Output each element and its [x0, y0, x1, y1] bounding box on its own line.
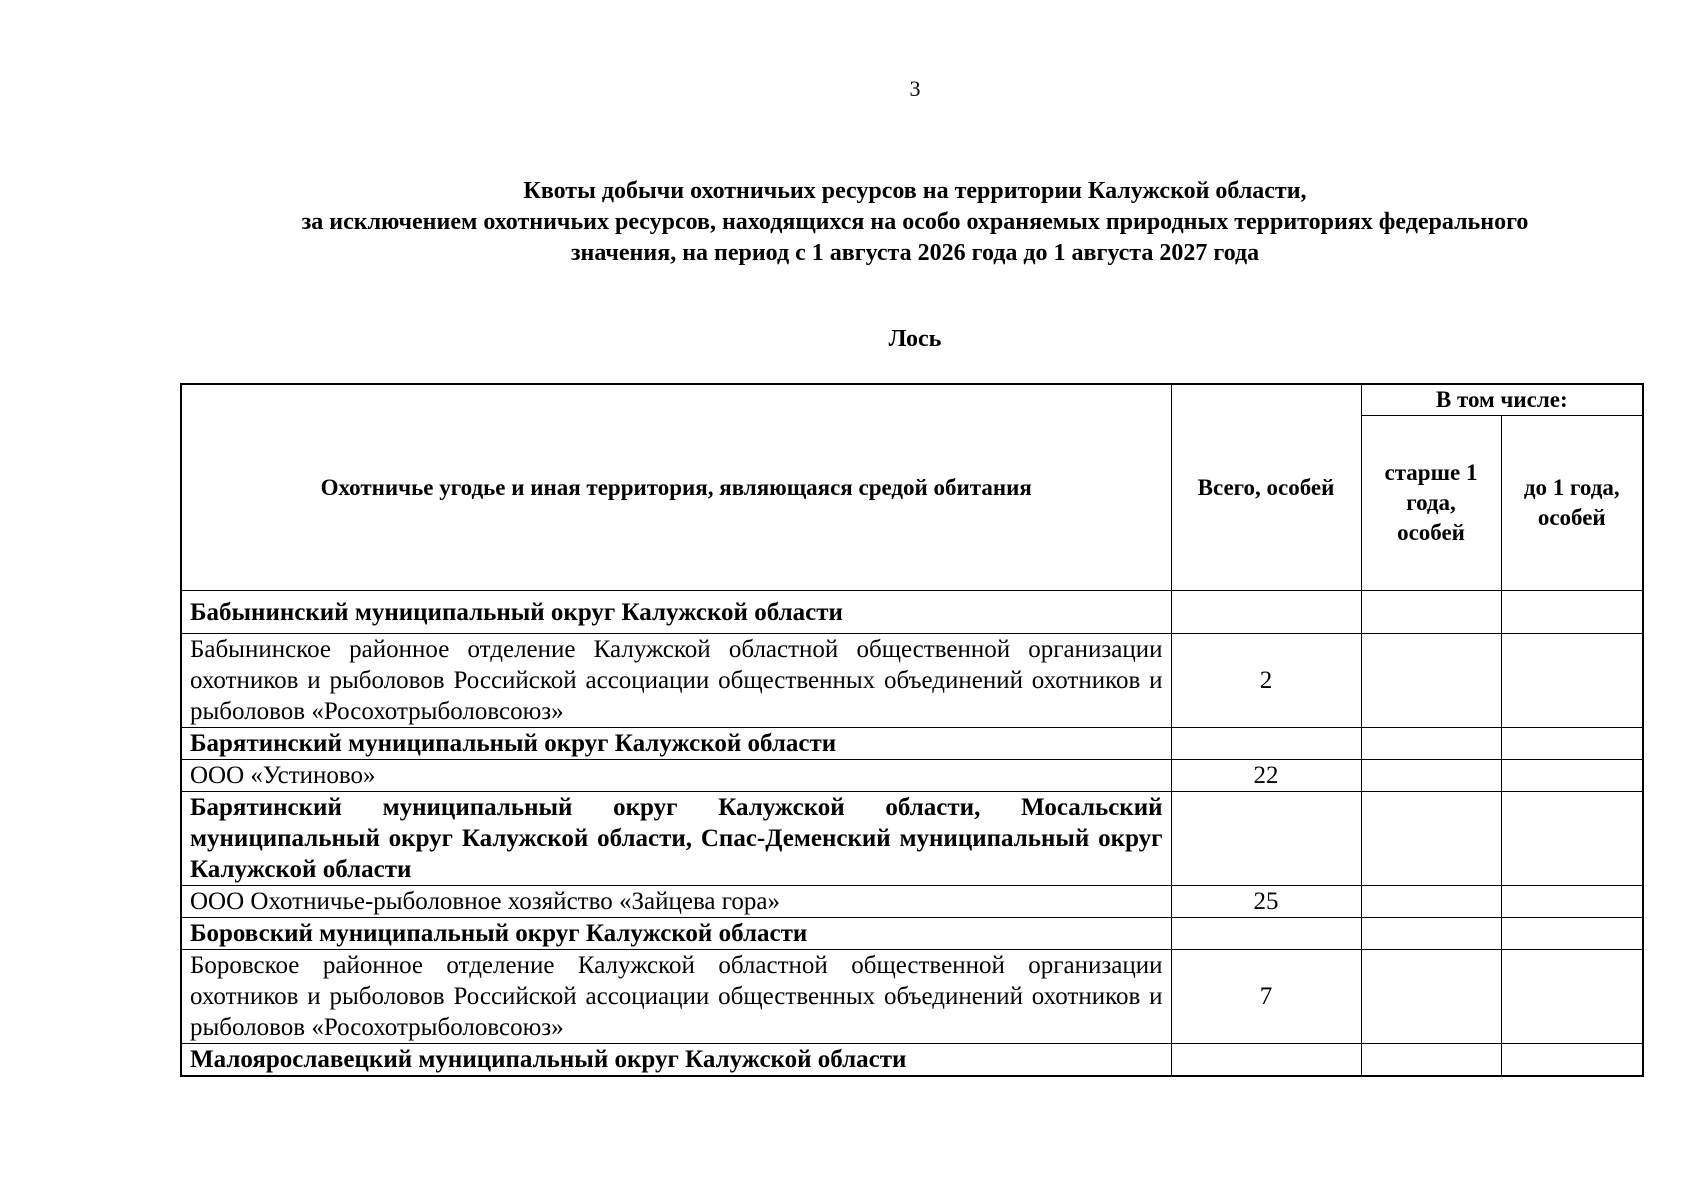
total-value: [1171, 728, 1361, 760]
older-value: [1361, 728, 1501, 760]
young-value: [1501, 760, 1643, 792]
territory-name: Малоярославецкий муниципальный округ Калужской области: [181, 1044, 1171, 1077]
territory-name: Барятинский муниципальный округ Калужской области, Мосальский муниципальный округ Калужской области, Спас-Деменский муниципальный округ Калужской области: [181, 792, 1171, 886]
older-value: [1361, 918, 1501, 950]
title-line-2: за исключением охотничьих ресурсов, находящихся на особо охраняемых природных территориях федерального: [301, 209, 1529, 235]
table-row: [181, 886, 1643, 918]
total-value: [1171, 792, 1361, 886]
young-value: [1501, 591, 1643, 634]
young-value: [1501, 634, 1643, 728]
territory-name: Боровский муниципальный округ Калужской области: [181, 918, 1171, 950]
species-heading: Лось: [888, 326, 942, 352]
young-value: [1501, 886, 1643, 918]
table-row-group: [181, 792, 1643, 886]
page-number: 3: [909, 76, 921, 101]
young-value: [1501, 1044, 1643, 1077]
total-value: 25: [1171, 886, 1361, 918]
total-value: [1171, 918, 1361, 950]
older-value: [1361, 634, 1501, 728]
older-value: [1361, 886, 1501, 918]
territory-name: Боровское районное отделение Калужской областной общественной организации охотников и рыболовов Российской ассоциации общественных объединений охотников и рыболовов «Росохотрыболовсоюз»: [181, 950, 1171, 1044]
title-line-1: Квоты добычи охотничьих ресурсов на территории Калужской области,: [523, 178, 1307, 204]
table-row: [181, 760, 1643, 792]
header-including: В том числе:: [1361, 384, 1643, 416]
table-row-group: [181, 1044, 1643, 1077]
quota-table: [180, 383, 1644, 1077]
territory-name: Барятинский муниципальный округ Калужской области: [181, 728, 1171, 760]
young-value: [1501, 918, 1643, 950]
territory-name: ООО Охотничье-рыболовное хозяйство «Зайцева гора»: [181, 886, 1171, 918]
older-value: [1361, 760, 1501, 792]
total-value: [1171, 591, 1361, 634]
title-line-3: значения, на период с 1 августа 2026 года до 1 августа 2027 года: [570, 240, 1260, 266]
young-value: [1501, 792, 1643, 886]
table-row-group: [181, 728, 1643, 760]
table-row-group: [181, 918, 1643, 950]
header-young: до 1 года, особей: [1501, 416, 1643, 591]
total-value: 22: [1171, 760, 1361, 792]
total-value: 2: [1171, 634, 1361, 728]
older-value: [1361, 1044, 1501, 1077]
header-total: Всего, особей: [1171, 384, 1361, 591]
total-value: 7: [1171, 950, 1361, 1044]
header-older: старше 1 года, особей: [1361, 416, 1501, 591]
document-title: [0, 176, 1697, 269]
territory-name: Бабынинский муниципальный округ Калужской области: [181, 591, 1171, 634]
young-value: [1501, 728, 1643, 760]
older-value: [1361, 591, 1501, 634]
older-value: [1361, 950, 1501, 1044]
table-row: [181, 634, 1643, 728]
territory-name: Бабынинское районное отделение Калужской областной общественной организации охотников и рыболовов Российской ассоциации общественных объединений охотников и рыболовов «Росохотрыболовсоюз»: [181, 634, 1171, 728]
territory-name: ООО «Устиново»: [181, 760, 1171, 792]
young-value: [1501, 950, 1643, 1044]
table-header-row: [181, 384, 1643, 416]
older-value: [1361, 792, 1501, 886]
header-territory: Охотничье угодье и иная территория, являющаяся средой обитания: [181, 384, 1171, 591]
total-value: [1171, 1044, 1361, 1077]
table-row: [181, 950, 1643, 1044]
table-row-group: [181, 591, 1643, 634]
